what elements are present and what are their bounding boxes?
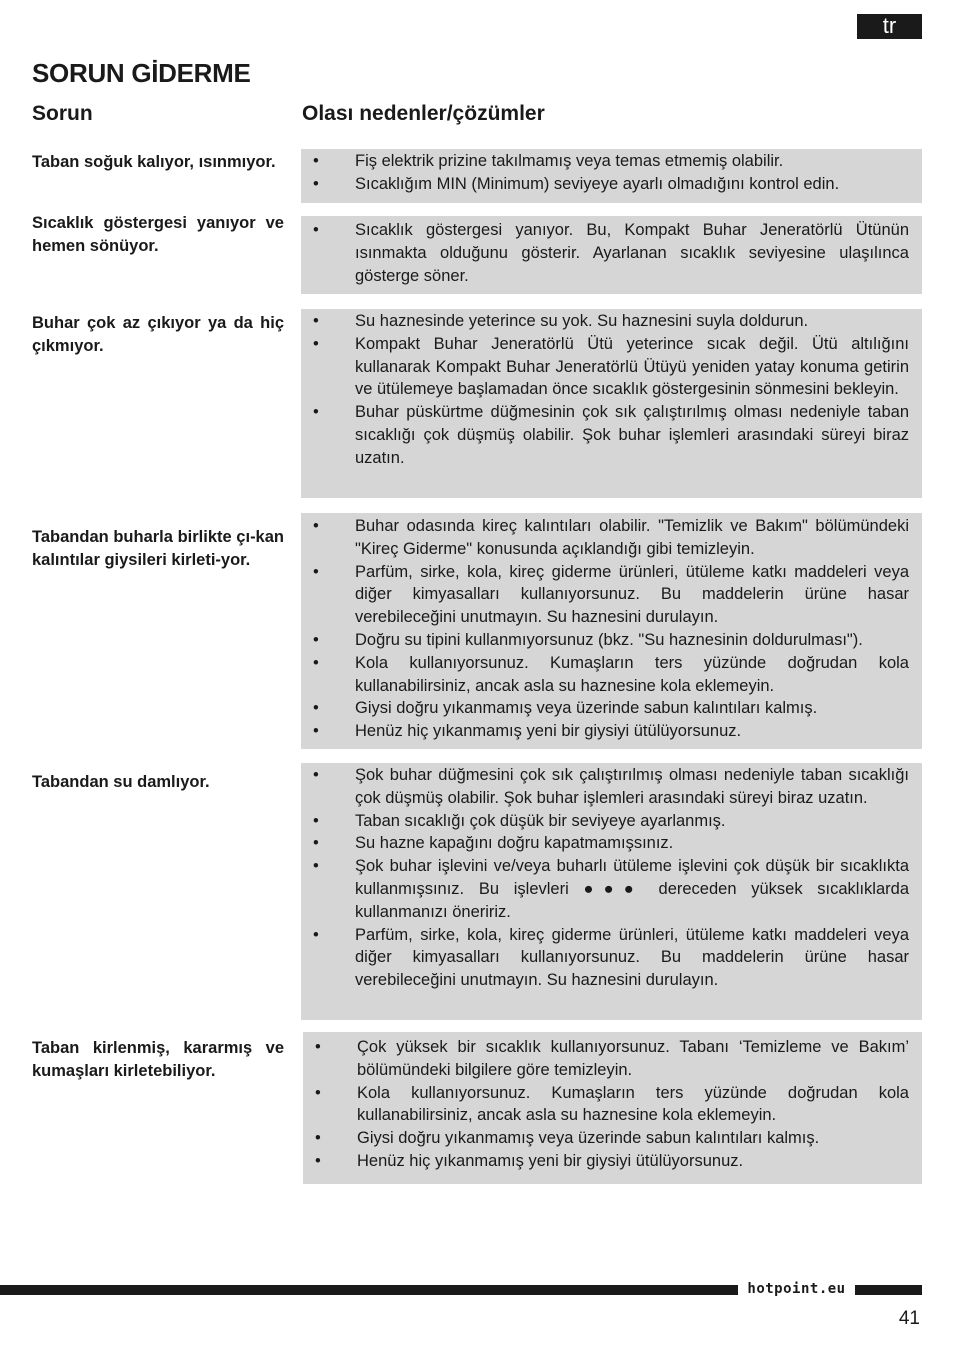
bullet-icon: •	[313, 174, 319, 193]
solution-text: Su hazne kapağını doğru kapatmamışsınız.	[355, 834, 674, 853]
solution-item	[301, 924, 909, 992]
solution-item	[301, 561, 909, 629]
solutions-list	[301, 515, 909, 743]
footer-rule-right	[855, 1285, 922, 1295]
solution-text: Kompakt Buhar Jeneratörlü Ütü yeterince sıcak değil. Ütü altılığını kullanarak Kompakt Buhar Jeneratörlü Ütüyü yeniden yatay konuma getirin ve ütülemeye başlamadan önce sıcaklık göstergesinin sönmesini bekleyin.	[355, 334, 909, 399]
solution-text: Fiş elektrik prizine takılmamış veya temas etmemiş olabilir.	[355, 152, 784, 170]
solution-text: Giysi doğru yıkanmamış veya üzerinde sabun kalıntıları kalmış.	[357, 1129, 820, 1148]
problem-text: Tabandan su damlıyor.	[32, 773, 210, 791]
solution-item	[301, 697, 909, 720]
solution-item	[301, 652, 909, 698]
problem-text: Taban soğuk kalıyor, ısınmıyor.	[32, 153, 276, 171]
bullet-icon: •	[315, 1151, 321, 1170]
bullet-icon: •	[313, 630, 319, 649]
bullet-icon: •	[313, 312, 319, 330]
bullet-icon: •	[313, 334, 319, 353]
solution-text: Çok yüksek bir sıcaklık kullanıyorsunuz. Tabanı ‘Temizleme ve Bakım’ bölümündeki bilgilere göre temizleyin.	[357, 1038, 909, 1079]
bullet-icon: •	[315, 1129, 321, 1148]
solution-text: Şok buhar işlevini ve/veya buharlı ütüleme işlevini çok düşük bir sıcaklıkta kullanmışsınız. Bu işlevleri ●●● dereceden yüksek sıcaklıklarda kullanmanızı öneririz.	[355, 857, 909, 921]
solution-text: Parfüm, sirke, kola, kireç giderme ürünleri, ütüleme katkı maddeleri veya diğer kimyasalları kullanıyorsunuz. Bu maddelerin ürüne hasar verebileceğini unutmayın. Su haznesini durulayın.	[355, 925, 909, 990]
bullet-icon: •	[315, 1038, 321, 1056]
solutions-list	[301, 310, 909, 470]
solutions-box	[301, 216, 922, 294]
solution-item	[301, 150, 909, 173]
bullet-icon: •	[313, 562, 319, 581]
solution-text: Sıcaklık göstergesi yanıyor. Bu, Kompakt Buhar Jeneratörlü Ütünün ısınmakta olduğunu gösterir. Ayarlanan sıcaklık seviyesine ulaşılınca gösterge söner.	[355, 221, 909, 285]
solutions-list	[301, 764, 909, 992]
problem-text: Tabandan buharla birlikte çı-kan kalıntılar giysileri kirleti-yor.	[32, 528, 284, 569]
solution-item	[303, 1036, 909, 1082]
problem-text: Taban kirlenmiş, kararmış ve kumaşları kirletebiliyor.	[32, 1039, 284, 1080]
solution-text: Su haznesinde yeterince su yok. Su haznesini suyla doldurun.	[355, 312, 809, 330]
solution-item	[301, 855, 909, 923]
column-header-solutions: Olası nedenler/çözümler	[302, 102, 545, 125]
solution-item	[301, 401, 909, 469]
solution-item	[301, 629, 909, 652]
solution-text: Henüz hiç yıkanmamış yeni bir giysiyi ütülüyorsunuz.	[357, 1151, 744, 1170]
solutions-list	[303, 1036, 909, 1173]
page-title: SORUN GİDERME	[32, 58, 251, 88]
solutions-list	[301, 219, 909, 287]
column-header-problem: Sorun	[32, 102, 93, 125]
bullet-icon: •	[313, 403, 319, 422]
bullet-icon: •	[313, 152, 319, 170]
solution-text: Doğru su tipini kullanmıyorsunuz (bkz. "Su haznesinin doldurulması").	[355, 630, 863, 649]
solution-text: Parfüm, sirke, kola, kireç giderme ürünleri, ütüleme katkı maddeleri veya diğer kimyasalları kullanıyorsunuz. Bu maddelerin ürüne hasar verebileceğini unutmayın. Su haznesini durulayın.	[355, 562, 909, 627]
solution-text: Sıcaklığım MIN (Minimum) seviyeye ayarlı olmadığını kontrol edin.	[355, 174, 840, 193]
solution-text: Buhar püskürtme düğmesinin çok sık çalıştırılmış olması nedeniyle taban sıcaklığı çok düşmüş olabilir. Şok buhar işlemleri arasındaki süreyi biraz uzatın.	[355, 403, 909, 467]
solution-item	[301, 173, 909, 196]
footer-rule-left	[0, 1285, 738, 1295]
solution-item	[303, 1082, 909, 1128]
solutions-box	[301, 763, 922, 1020]
bullet-icon: •	[313, 221, 319, 239]
solution-item	[301, 310, 909, 333]
bullet-icon: •	[313, 834, 319, 853]
solutions-list	[301, 150, 909, 196]
solution-item	[301, 515, 909, 561]
bullet-icon: •	[313, 925, 319, 944]
bullet-icon: •	[313, 722, 319, 741]
solutions-box	[301, 513, 922, 749]
brand-url: hotpoint.eu	[747, 1281, 846, 1297]
solution-item	[301, 333, 909, 401]
solution-item	[301, 219, 909, 287]
solutions-box	[301, 309, 922, 498]
bullet-icon: •	[315, 1083, 321, 1102]
solution-item	[301, 832, 909, 855]
bullet-icon: •	[313, 699, 319, 718]
solution-item	[301, 810, 909, 833]
problem-text: Sıcaklık göstergesi yanıyor ve hemen sönüyor.	[32, 214, 284, 255]
solution-text: Henüz hiç yıkanmamış yeni bir giysiyi ütülüyorsunuz.	[355, 722, 742, 741]
solution-item	[303, 1127, 909, 1150]
solution-text: Giysi doğru yıkanmamış veya üzerinde sabun kalıntıları kalmış.	[355, 699, 818, 718]
solution-item	[303, 1150, 909, 1173]
bullet-icon: •	[313, 811, 319, 830]
solution-item	[301, 720, 909, 743]
bullet-icon: •	[313, 653, 319, 672]
solution-text: Şok buhar düğmesini çok sık çalıştırılmış olması nedeniyle taban sıcaklığı çok düşmüş olabilir. Şok buhar işlemleri arasındaki süreyi biraz uzatın.	[355, 766, 909, 807]
solution-text: Taban sıcaklığı çok düşük bir seviyeye ayarlanmış.	[355, 811, 726, 830]
bullet-icon: •	[313, 766, 319, 784]
solution-item	[301, 764, 909, 810]
solution-text: Kola kullanıyorsunuz. Kumaşların ters yüzünde doğrudan kola kullanabilirsiniz, ancak asla su haznesine kola eklemeyin.	[355, 653, 909, 695]
bullet-icon: •	[313, 517, 319, 535]
solutions-box	[303, 1032, 922, 1184]
solutions-box	[301, 149, 922, 203]
bullet-icon: •	[313, 857, 319, 876]
solution-text: Kola kullanıyorsunuz. Kumaşların ters yüzünde doğrudan kola kullanabilirsiniz, ancak asla su haznesine kola eklemeyin.	[357, 1083, 909, 1125]
language-tab: tr	[857, 14, 922, 39]
solution-text: Buhar odasında kireç kalıntıları olabilir. "Temizlik ve Bakım" bölümündeki "Kireç Giderme" konusunda açıklandığı gibi temizleyin.	[355, 517, 909, 558]
problem-text: Buhar çok az çıkıyor ya da hiç çıkmıyor.	[32, 314, 284, 355]
page-number: 41	[898, 1308, 920, 1329]
